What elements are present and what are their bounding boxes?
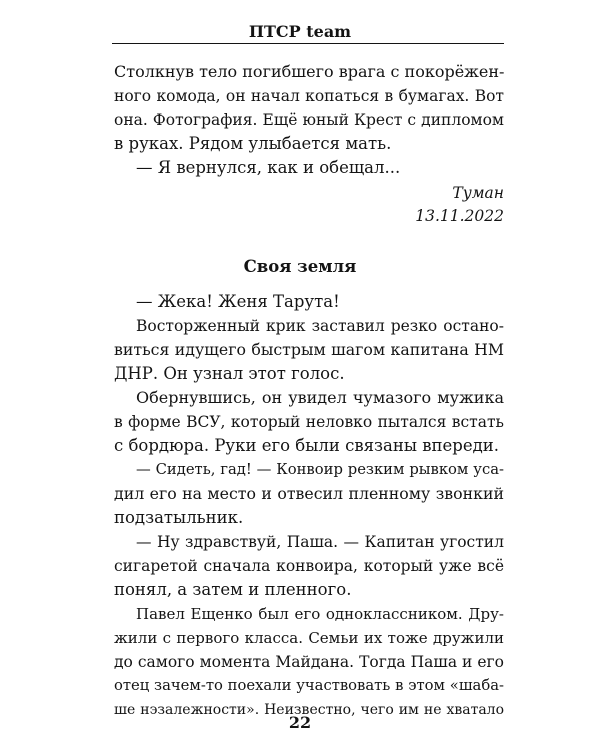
text-line: до самого момента Майдана. Тогда Паша и его bbox=[114, 653, 504, 671]
text-line: жили с первого класса. Семьи их тоже дружили bbox=[114, 629, 504, 647]
second-story-text bbox=[114, 290, 504, 722]
header-rule bbox=[112, 43, 504, 44]
text-line: Восторженный крик заставил резко остано- bbox=[136, 317, 504, 335]
text-line: — Ну здравствуй, Паша. — Капитан угостил bbox=[136, 533, 504, 551]
text-line: — Сидеть, гад! — Конвоир резким рывком уса- bbox=[136, 461, 504, 478]
page-number: 22 bbox=[288, 713, 312, 732]
text-line: дил его на место и отвесил пленному звонкий bbox=[114, 484, 504, 503]
text-line: — Я вернулся, как и обещал... bbox=[136, 158, 401, 177]
text-line: отец зачем-то поехали участвовать в этом «шаба- bbox=[114, 677, 504, 694]
text-line: ше нэзалежности». Неизвестно, чего им не хватало bbox=[114, 702, 504, 718]
text-line: она. Фотография. Ещё юный Крест с дипломом bbox=[114, 111, 504, 129]
text-line: Павел Ещенко был его одноклассником. Дру- bbox=[136, 605, 504, 623]
text-line: в форме ВСУ, который неловко пытался встать bbox=[114, 413, 504, 431]
text-line: Обернувшись, он увидел чумазого мужика bbox=[136, 388, 504, 407]
story-title: Своя земля bbox=[243, 257, 357, 276]
text-line: сигаретой сначала конвоира, который уже всё bbox=[114, 557, 504, 575]
text-line: в руках. Рядом улыбается мать. bbox=[114, 134, 392, 153]
first-story-text bbox=[114, 60, 504, 180]
story-date: 13.11.2022 bbox=[415, 207, 504, 225]
text-line: понял, а затем и пленного. bbox=[114, 580, 352, 599]
text-line: виться идущего быстрым шагом капитана НМ bbox=[114, 340, 504, 359]
text-line: подзатыльник. bbox=[114, 508, 244, 527]
running-header: ПТСР team bbox=[248, 22, 352, 41]
text-line: с бордюра. Руки его были связаны впереди. bbox=[114, 436, 500, 455]
text-line: — Жека! Женя Тарута! bbox=[136, 292, 340, 311]
text-line: ного комода, он начал копаться в бумагах. Вот bbox=[114, 87, 504, 105]
text-line: Столкнув тело погибшего врага с покорёжен- bbox=[114, 62, 505, 81]
text-line: ДНР. Он узнал этот голос. bbox=[114, 364, 345, 383]
story-author: Туман bbox=[452, 184, 504, 202]
